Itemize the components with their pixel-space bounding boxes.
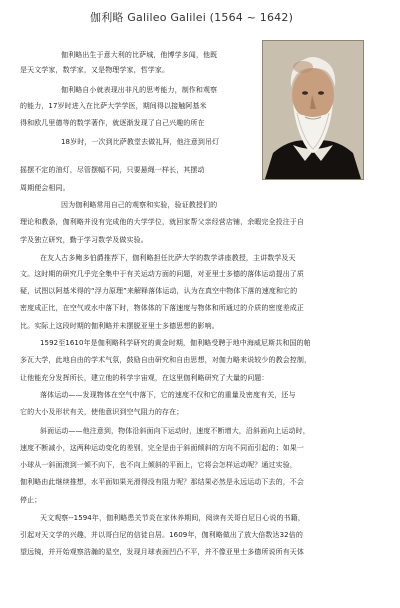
text-line: 文。这时期的研究几乎完全集中于有关运动方面的问题，对亚里士多德的落体运动提出了质 (20, 270, 304, 278)
text-line: 伽利略由此继续推想，水平面如果光滑得没有阻力呢？那结果必然是永远运动下去的，不会 (20, 478, 304, 486)
text-line: 周期便会相同。 (20, 184, 70, 192)
text-line: 1592至1610年是伽利略科学研究的黄金时期，伽利略受聘于地中海威尼斯共和国的帕 (40, 339, 311, 347)
text-line: 密度成正比，在空气或水中落下时，物体体的下落速度与物体和所通过的介质的密度差成正 (20, 304, 304, 312)
text-line: 摇摆不定的油灯，尽管摆幅不同，只要悬绳一样长，其摆动 (20, 166, 205, 174)
text-line: 比。实际上这段时期的伽利略并未摆脱亚里士多德思想的影响。 (20, 322, 219, 330)
text-line: 落体运动——发现物体在空气中落下，它的速度不仅和它的重量及密度有关，还与 (40, 391, 296, 399)
text-line: 在友人古多鲍多伯爵推荐下，伽利略担任比萨大学的数学讲座教授，主讲数学及天 (40, 254, 296, 262)
text-line: 学及独立研究，勤于学习数学及做实验。 (20, 236, 148, 244)
text-line: 的能力，17岁时进入在比萨大学学医，期间得以接触阿基米 (20, 102, 207, 110)
text-line: 得和欧几里德等的数学著作，就逐渐发现了自己兴趣的所在 (20, 119, 205, 127)
galileo-portrait (262, 40, 364, 180)
text-line: 引起对天文学的兴趣，并以哥白尼的信徒自居。1609年，伽利略做出了放大倍数达32倍的 (20, 531, 303, 539)
text-line: 因为伽利略常用自己的观察和实验，验证教授们的 (61, 201, 218, 209)
text-line: 伽利略自小就表现出非凡的思考能力，制作和观察 (61, 86, 218, 94)
text-line: 理论和教条，伽利略并没有完成他的大学学位，就回家帮父亲经营店铺，余暇完全投注于自 (20, 218, 304, 226)
text-line: 它的大小及形状有关，使他意识到空气阻力的存在； (20, 408, 184, 416)
text-line: 18岁时，一次到比萨教堂去做礼拜，他注意到吊灯 (61, 138, 220, 146)
text-line: 是天文学家，数学家，又是物理学家，哲学家。 (20, 66, 170, 74)
text-line: 天文观察--1594年，伽利略患关节炎在家休养期间，阅读有关哥白尼日心说的书籍， (40, 514, 305, 522)
text-line: 让他能充分发挥所长，建立他的科学宇宙观，在这里伽利略研究了大量的问题： (20, 374, 269, 382)
text-line: 望远镜，并开始观察浩瀚的星空，发现月球表面凹凸不平，并不像亚里士多德所说所有天体 (20, 548, 304, 556)
text-line: 停止； (20, 496, 42, 504)
text-line: 伽利略出生于意大利的比萨城，他博学多闻，他既 (61, 51, 218, 59)
text-line: 小球从一斜面滚到一倾不向下，也不向上倾斜的平面上，它将会怎样运动呢？通过实验， (20, 461, 297, 469)
text-line: 斜面运动——他注意到，物体沿斜面向下运动时，速度不断增大，沿斜面向上运动时， (40, 427, 310, 435)
page-title: 伽利略 Galileo Galilei (1564 ~ 1642) (90, 11, 294, 24)
text-line: 多瓦大学，此地自由的学术气氛，鼓励自由研究和自由思想，对伽力略来说较少的教会控制， (20, 356, 312, 364)
text-line: 疑，试图以阿基米得的“浮力原理”来解释落体运动，认为在真空中物体下落的速度和它的 (20, 287, 298, 295)
text-line: 速度不断减小，这两种运动变化的差别，完全是由于斜面倾斜的方向不同而引起的；如果一 (20, 444, 304, 452)
